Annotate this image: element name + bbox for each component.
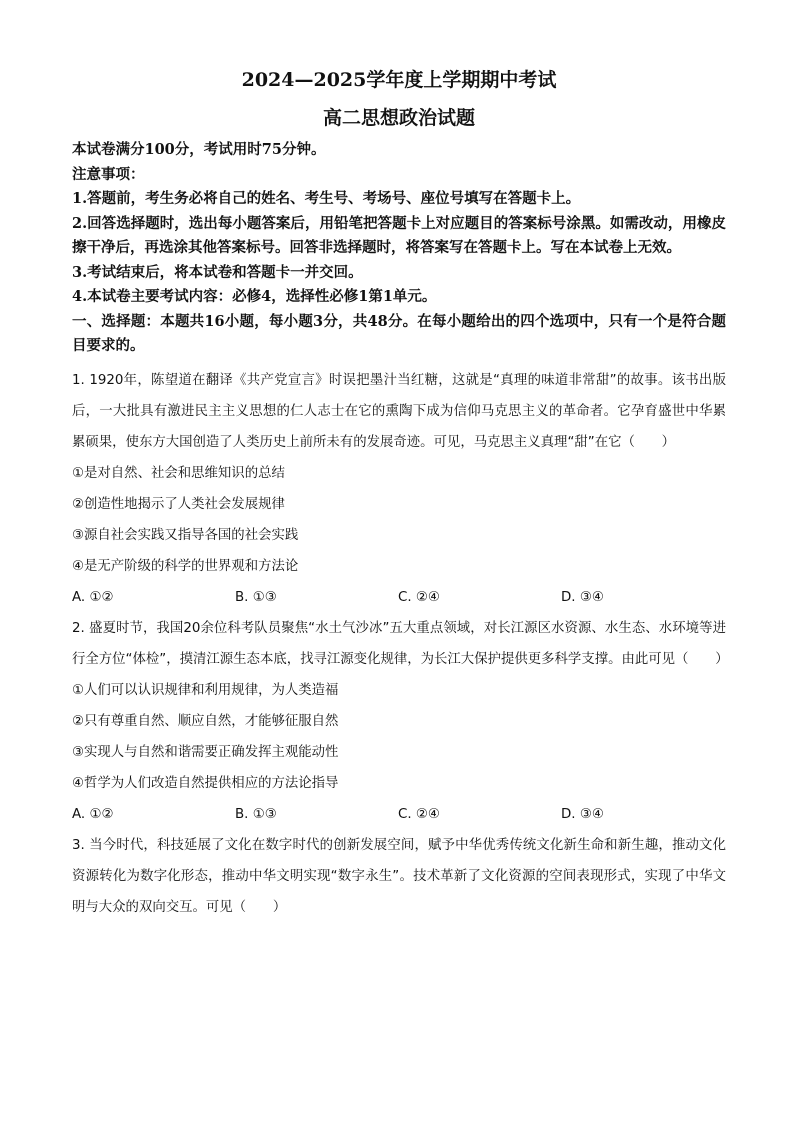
note-item-4: 4.本试卷主要考试内容：必修4，选择性必修1第1单元。 <box>72 288 437 305</box>
question-stem: 1. 1920年，陈望道在翻译《共产党宣言》时误把墨汁当红糖，这就是“真理的味道非常甜”的故事。该书出版后，一大批具有激进民主主义思想的仁人志士在它的熏陶下成为信仰马克思主义的革命者。它孕育盛世中华累累硕果，使东方大国创造了人类历史上前所未有的发展奇迹。可见，马克思主义真理“甜”在它（ ） <box>72 372 726 450</box>
choice-a: A. ①② <box>72 806 114 822</box>
question-1 <box>72 365 726 613</box>
question-stem: 3. 当今时代，科技延展了文化在数字时代的创新发展空间，赋予中华优秀传统文化新生命和新生趣，推动文化资源转化为数字化形态，推动中华文明实现“数字永生”。技术革新了文化资源的空间表现形式，实现了中华文明与大众的双向交互。可见（ ） <box>72 837 726 915</box>
statement-item: ③源自社会实践又指导各国的社会实践 <box>72 527 299 543</box>
section-heading: 一、选择题：本题共16小题，每小题3分，共48分。在每小题给出的四个选项中，只有一个是符合题目要求的。 <box>72 312 726 354</box>
exam-notes <box>72 138 726 310</box>
choice-a: A. ①② <box>72 589 114 605</box>
answer-choices <box>72 582 726 613</box>
choice-b: B. ①③ <box>235 806 277 822</box>
question-2 <box>72 613 729 830</box>
exam-page <box>72 60 729 923</box>
statement-item: ②创造性地揭示了人类社会发展规律 <box>72 496 285 512</box>
exam-subtitle: 高二思想政治试题 <box>322 107 475 129</box>
answer-choices <box>72 799 726 830</box>
full-score-note: 本试卷满分100分，考试用时75分钟。 <box>72 141 326 158</box>
note-item-3: 3.考试结束后，将本试卷和答题卡一并交回。 <box>72 263 363 281</box>
question-stem: 2. 盛夏时节，我国20余位科考队员聚焦“水土气沙冰”五大重点领域，对长江源区水资源、水生态、水环境等进行全方位“体检”，摸清江源生态本底，找寻江源变化规律，为长江大保护提供更多科学支撑。由此可见（ ） <box>72 620 729 667</box>
statement-item: ②只有尊重自然、顺应自然，才能够征服自然 <box>72 713 339 729</box>
statement-item: ④是无产阶级的科学的世界观和方法论 <box>72 558 299 574</box>
choice-c: C. ②④ <box>398 806 440 822</box>
choice-d: D. ③④ <box>561 589 604 605</box>
notes-heading: 注意事项： <box>72 165 145 183</box>
question-3 <box>72 830 726 923</box>
statement-item: ①是对自然、社会和思维知识的总结 <box>72 465 285 481</box>
choice-c: C. ②④ <box>398 589 440 605</box>
choice-b: B. ①③ <box>235 589 277 605</box>
statement-item: ①人们可以认识规律和利用规律，为人类造福 <box>72 682 339 698</box>
note-item-2: 2.回答选择题时，选出每小题答案后，用铅笔把答题卡上对应题目的答案标号涂黑。如需改动，用橡皮擦干净后，再选涂其他答案标号。回答非选择题时，将答案写在答题卡上。写在本试卷上无效。 <box>72 214 726 256</box>
statement-item: ③实现人与自然和谐需要正确发挥主观能动性 <box>72 744 339 760</box>
choice-d: D. ③④ <box>561 806 604 822</box>
exam-title: 2024—2025学年度上学期期中考试 <box>241 69 557 91</box>
note-item-1: 1.答题前，考生务必将自己的姓名、考生号、考场号、座位号填写在答题卡上。 <box>72 190 581 207</box>
statement-item: ④哲学为人们改造自然提供相应的方法论指导 <box>72 775 339 791</box>
